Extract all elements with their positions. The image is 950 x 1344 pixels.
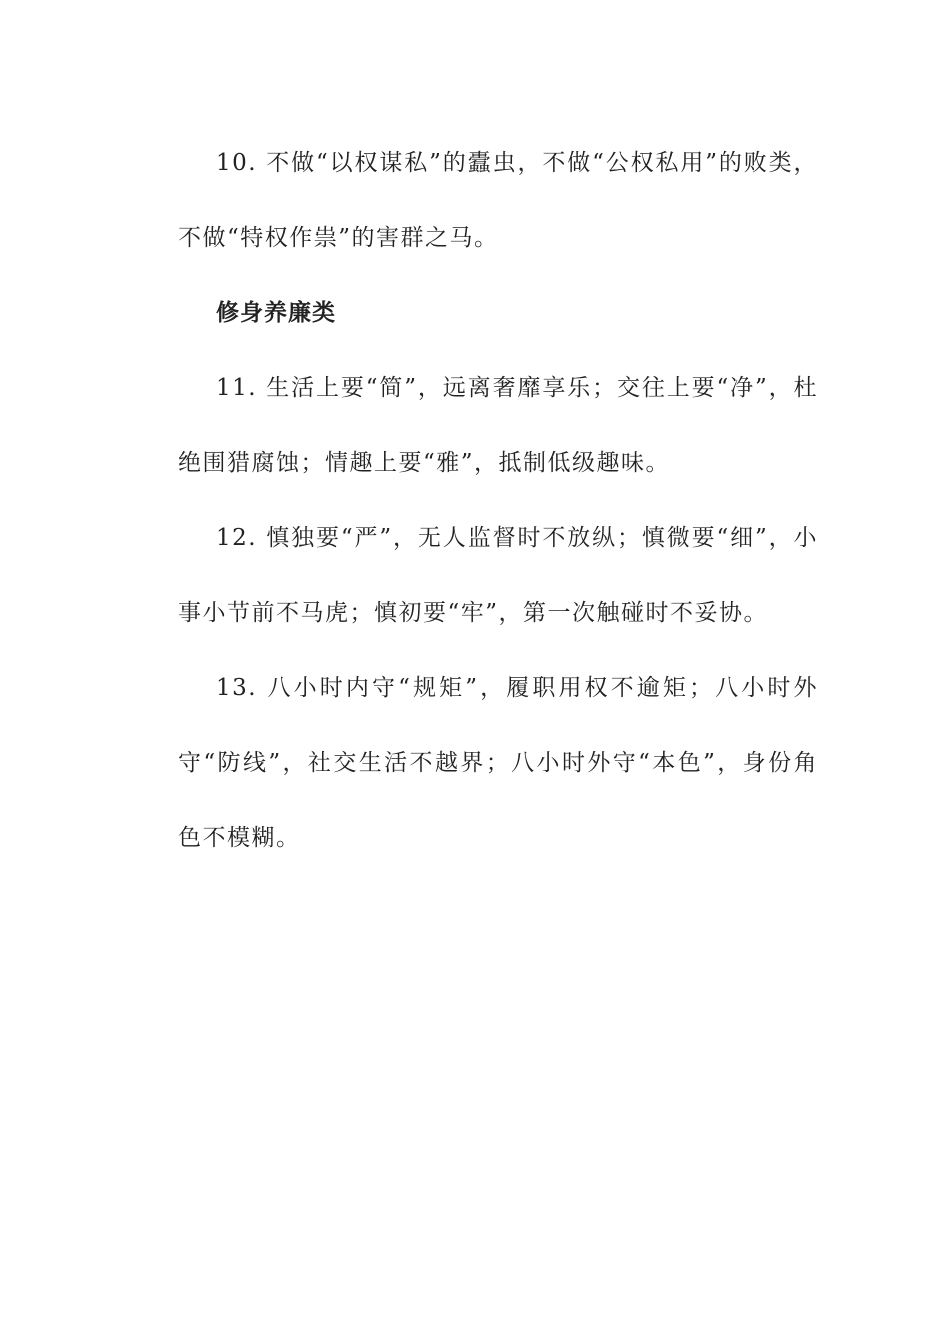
section-heading: 修身养廉类: [216, 300, 336, 326]
document-body: [178, 126, 818, 876]
paragraph-12: 12. 慎独要“严”，无人监督时不放纵；慎微要“细”，小事小节前不马虎；慎初要“牢”，第一次触碰时不妥协。: [178, 525, 818, 626]
paragraph-13: 13. 八小时内守“规矩”，履职用权不逾矩；八小时外守“防线”，社交生活不越界；八小时外守“本色”，身份角色不模糊。: [178, 675, 818, 851]
paragraph-10: 10. 不做“以权谋私”的蠹虫，不做“公权私用”的败类，不做“特权作祟”的害群之马。: [178, 150, 818, 251]
paragraph-11: 11. 生活上要“简”，远离奢靡享乐；交往上要“净”，杜绝围猎腐蚀；情趣上要“雅”，抵制低级趣味。: [178, 375, 818, 476]
